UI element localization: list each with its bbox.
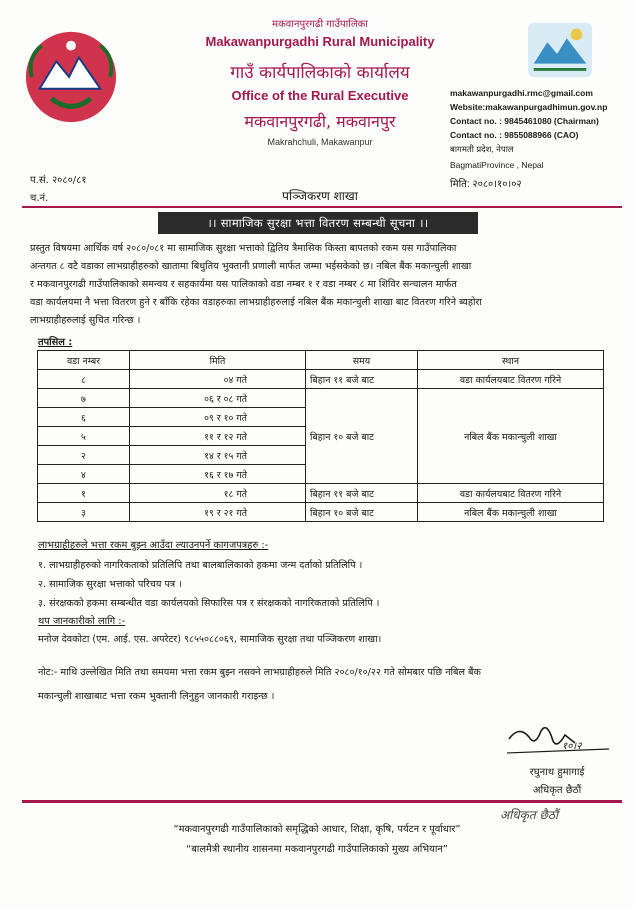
letter-date: मिति: २०८०।१०।०२ bbox=[450, 179, 522, 190]
header-divider bbox=[22, 206, 622, 208]
date-cell: १६ र १७ गते bbox=[130, 465, 306, 484]
place-cell: वडा कार्यलयबाट वितरण गरिने bbox=[418, 370, 604, 389]
section-title: पञ्जिकरण शाखा bbox=[282, 189, 358, 203]
municipality-logo-icon bbox=[526, 20, 594, 80]
nepal-emblem-icon bbox=[22, 28, 120, 126]
time-cell: बिहान ११ बजे बाट bbox=[306, 370, 418, 389]
document-item: १. लाभग्राहीहरुको नागरिकताको प्रतिलिपि तथा बालबालिकाको हकमा जन्म दर्ताको प्रतिलिपि । bbox=[38, 560, 363, 571]
table-header-row bbox=[38, 351, 604, 370]
ward-cell: ७ bbox=[38, 389, 130, 408]
table-row bbox=[38, 389, 604, 408]
table-row bbox=[38, 484, 604, 503]
body-line: प्रस्तुत विषयमा आर्थिक वर्ष २०८०/०८१ मा सामाजिक सुरक्षा भत्ताको द्वितिय त्रैमासिक किस्ता बापतको रकम यस गाउँपालिका bbox=[30, 243, 457, 254]
time-cell: बिहान १० बजे बाट bbox=[306, 503, 418, 522]
time-cell-merged: बिहान १० बजे बाट bbox=[306, 389, 418, 484]
more-info-heading: थप जानकारीको लागि :- bbox=[38, 616, 126, 627]
notice-body bbox=[30, 240, 612, 330]
ward-cell: २ bbox=[38, 446, 130, 465]
ward-cell: ८ bbox=[38, 370, 130, 389]
ref-number: प.सं. २०८०/८१ bbox=[30, 175, 87, 186]
contact-email: makawanpurgadhi.rmc@gmail.com bbox=[450, 88, 593, 98]
col-time: समय bbox=[306, 351, 418, 370]
date-cell: ०९ र १० गते bbox=[130, 408, 306, 427]
footer-slogan-2: “बालमैत्री स्थानीय शासनमा मकवानपुरगढी गाउँपालिकाको मुख्य अभियान” bbox=[186, 844, 448, 855]
col-place: स्थान bbox=[418, 351, 604, 370]
province-en: BagmatiProvince , Nepal bbox=[450, 160, 544, 170]
stamp-title: अधिकृत छैठौं bbox=[500, 808, 559, 822]
municipality-name-en: Makawanpurgadhi Rural Municipality bbox=[205, 34, 435, 49]
ward-cell: १ bbox=[38, 484, 130, 503]
details-label: तपसिल : bbox=[38, 337, 73, 348]
more-info-text: मनोज देवकोटा (एम. आई. एस. अपरेटर) ९८५५०८८०६९, सामाजिक सुरक्षा तथा पञ्जिकरण शाखा। bbox=[38, 634, 382, 645]
body-line: लाभग्राहीहरुलाई सुचित गरिन्छ । bbox=[30, 315, 141, 326]
signature-date: १०।२ bbox=[562, 741, 582, 752]
place-en: Makrahchuli, Makawanpur bbox=[267, 137, 373, 147]
date-cell: ११ र १२ गते bbox=[130, 427, 306, 446]
date-cell: ०६ र ०८ गते bbox=[130, 389, 306, 408]
note-block bbox=[38, 664, 612, 706]
signatory-title: अधिकृत छैठौं bbox=[532, 785, 582, 796]
footer-divider bbox=[22, 800, 622, 803]
notice-title: ।। सामाजिक सुरक्षा भत्ता वितरण सम्बन्धी सूचना ।। bbox=[158, 212, 478, 234]
col-date: मिति bbox=[130, 351, 306, 370]
ward-cell: ४ bbox=[38, 465, 130, 484]
body-line: वडा कार्यलयमा नै भत्ता वितरण हुने र बाँकि रहेका वडाहरुका लाभग्राहीहरुलाई नबिल बैंक मकान्चुली शाखा बाट वितरण गरिने ब्यहोरा bbox=[30, 297, 482, 308]
place-cell: वडा कार्यलयबाट वितरण गरिने bbox=[418, 484, 604, 503]
date-cell: १९ र २१ गते bbox=[130, 503, 306, 522]
table-row bbox=[38, 503, 604, 522]
date-cell: १८ गते bbox=[130, 484, 306, 503]
date-cell: १४ र १५ गते bbox=[130, 446, 306, 465]
signatory-name: रघुनाथ हुमागाई bbox=[529, 767, 585, 778]
document-item: २. सामाजिक सुरक्षा भत्ताको परिचय पत्र । bbox=[38, 579, 182, 590]
ward-cell: ६ bbox=[38, 408, 130, 427]
contact-chairman: Contact no. : 9845461080 (Chairman) bbox=[450, 116, 599, 126]
place-np: मकवानपुरगढी, मकवानपुर bbox=[244, 112, 396, 131]
col-ward: वडा नम्बर bbox=[38, 351, 130, 370]
ward-cell: ३ bbox=[38, 503, 130, 522]
contact-website: Website:makawanpurgadhimun.gov.np bbox=[450, 102, 608, 112]
note-line: नोट:- माथि उल्लेखित मिति तथा समयमा भत्ता रकम बुझ्न नसक्ने लाभग्राहीहरुले मिति २०८०/१०/२२ गते सोमबार पछि नबिल बैंक bbox=[38, 667, 481, 678]
province-np: बागमती प्रदेश, नेपाल bbox=[450, 144, 514, 154]
office-name-np: गाउँ कार्यपालिकाको कार्यालय bbox=[230, 63, 410, 83]
office-name-en: Office of the Rural Executive bbox=[231, 88, 409, 103]
table-row bbox=[38, 370, 604, 389]
distribution-table bbox=[37, 350, 604, 522]
chalani-number: च.नं. bbox=[30, 193, 49, 204]
body-line: र मकवानपुरगढी गाउँपालिकाको समन्वय र सहकार्यमा यस पालिकाको वडा नम्बर १ र वडा नम्बर ८ मा शिविर सन्चालन मार्फत bbox=[30, 279, 457, 290]
ward-cell: ५ bbox=[38, 427, 130, 446]
body-line: अन्तगत ८ वटै वडाका लाभग्राहीहरुको खाताम‍ा बिधुतिय भुक्तानी प्रणाली मार्फत जम्मा भईसकेको छ। नबिल बैंक मकान्चुली शाखा bbox=[30, 261, 472, 272]
time-cell: बिहान ११ बजे बाट bbox=[306, 484, 418, 503]
note-line: मकान्चुली शाखाबाट भत्ता रकम भुक्तानी लिनुहुन जानकारी गराइन्छ । bbox=[38, 691, 275, 702]
document-item: ३. संरक्षकको हकमा सम्बन्धीत वडा कार्यलयको सिफारिस पत्र र संरक्षकको नागरिकताको प्रतिलिपि । bbox=[38, 598, 380, 609]
footer-slogan-1: “मकवानपुरगढी गाउँपालिकाको समृद्धिको आधार, शिक्षा, कृषि, पर्यटन र पूर्वाधार” bbox=[173, 824, 461, 835]
municipality-name-np: मकवानपुरगढी गाउँपालिका bbox=[272, 19, 368, 30]
date-cell: ०४ गते bbox=[130, 370, 306, 389]
place-cell: नबिल बैंक मकान्चुली शाखा bbox=[418, 503, 604, 522]
place-cell-merged: नबिल बैंक मकान्चुली शाखा bbox=[418, 389, 604, 484]
signature-scrawl-icon bbox=[505, 717, 615, 759]
contact-cao: Contact no. : 9855088966 (CAO) bbox=[450, 130, 579, 140]
documents-heading: लाभग्राहीहरुले भत्ता रकम बुझ्न आउँदा ल्याउनपर्ने कागजपत्रहरु :- bbox=[38, 540, 269, 551]
